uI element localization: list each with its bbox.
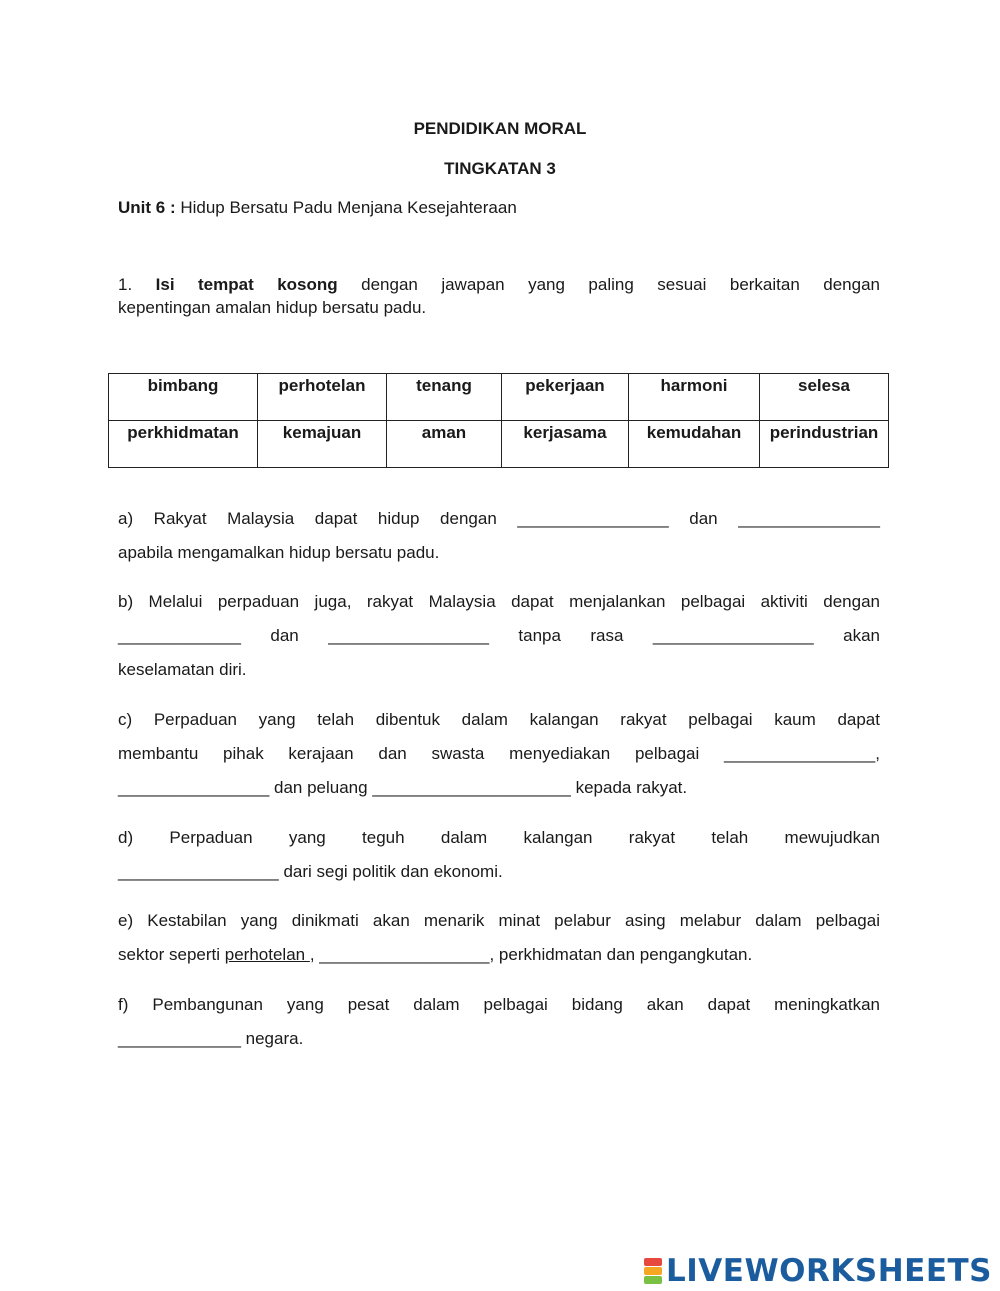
item-f	[118, 988, 880, 1056]
item-d-line1: d) Perpaduan yang teguh dalam kalangan rakyat telah mewujudkan	[118, 828, 880, 847]
word-cell: perhotelan	[258, 374, 387, 421]
item-e-line1: e) Kestabilan yang dinikmati akan menarik minat pelabur asing melabur dalam pelbagai	[118, 911, 880, 930]
item-c	[118, 703, 880, 805]
answer-blank[interactable]: _____________	[118, 1029, 241, 1048]
word-bank-row	[109, 374, 889, 421]
answer-blank[interactable]: _____________	[118, 626, 241, 645]
unit-label: Unit 6 :	[118, 198, 176, 217]
word-cell: aman	[387, 421, 502, 468]
item-b-line1: b) Melalui perpaduan juga, rakyat Malaysia dapat menjalankan pelbagai aktiviti dengan	[118, 592, 880, 611]
answer-blank[interactable]: _____________________	[372, 778, 571, 797]
item-e	[118, 904, 880, 972]
page-subtitle: TINGKATAN 3	[444, 159, 556, 178]
question-instruction-bold: Isi tempat kosong	[155, 275, 338, 294]
item-f-line1: f) Pembangunan yang pesat dalam pelbagai bidang akan dapat meningkatkan	[118, 995, 880, 1014]
brand-name: LIVEWORKSHEETS	[666, 1253, 992, 1289]
item-a-line2: apabila mengamalkan hidup bersatu padu.	[118, 543, 440, 562]
question-1-line1	[118, 273, 880, 296]
item-b-line2: _____________ dan _________________ tanpa rasa _________________ akan	[118, 626, 880, 645]
item-f-line2: _____________ negara.	[118, 1029, 304, 1048]
question-number: 1.	[118, 275, 156, 294]
answer-blank[interactable]: ________________,	[723, 744, 880, 763]
answer-blank[interactable]: ________________	[118, 778, 270, 797]
word-bank-table	[108, 373, 889, 468]
word-cell: harmoni	[629, 374, 760, 421]
filled-answer[interactable]: perhotelan	[224, 945, 310, 964]
item-c-line1: c) Perpaduan yang telah dibentuk dalam kalangan rakyat pelbagai kaum dapat	[118, 710, 880, 729]
item-c-line2: membantu pihak kerajaan dan swasta menyediakan pelbagai ________________,	[118, 744, 880, 763]
item-c-line3: ________________ dan peluang _____________________ kepada rakyat.	[118, 778, 688, 797]
word-cell: bimbang	[109, 374, 258, 421]
page-title: PENDIDIKAN MORAL	[413, 119, 587, 138]
item-a-line1: a) Rakyat Malaysia dapat hidup dengan ________________ dan _______________	[118, 509, 881, 528]
answer-blank[interactable]: __________________	[319, 945, 490, 964]
word-bank-row	[109, 421, 889, 468]
item-d-line2: _________________ dari segi politik dan ekonomi.	[118, 862, 503, 881]
item-e-line2: sektor seperti perhotelan , __________________, perkhidmatan dan pengangkutan.	[118, 945, 753, 964]
answer-blank[interactable]: _________________	[118, 862, 279, 881]
unit-text: Hidup Bersatu Padu Menjana Kesejahteraan	[175, 198, 517, 217]
question-1-line2: kepentingan amalan hidup bersatu padu.	[118, 298, 427, 317]
item-b	[118, 585, 880, 687]
word-cell: pekerjaan	[502, 374, 629, 421]
word-cell: perkhidmatan	[109, 421, 258, 468]
item-d	[118, 821, 880, 889]
liveworksheets-logo	[644, 1253, 992, 1289]
answer-blank[interactable]: _________________	[652, 626, 814, 645]
answer-blank[interactable]: _________________	[328, 626, 489, 645]
word-cell: kerjasama	[502, 421, 629, 468]
answer-blank[interactable]: _______________	[738, 509, 881, 528]
logo-blocks-icon	[644, 1258, 662, 1284]
item-a	[118, 502, 880, 570]
word-cell: selesa	[760, 374, 889, 421]
item-b-line3: keselamatan diri.	[118, 660, 247, 679]
word-cell: perindustrian	[760, 421, 889, 468]
answer-blank[interactable]: ________________	[517, 509, 669, 528]
word-cell: kemajuan	[258, 421, 387, 468]
word-cell: tenang	[387, 374, 502, 421]
word-cell: kemudahan	[629, 421, 760, 468]
unit-heading	[118, 198, 517, 218]
question-instruction-rest: dengan jawapan yang paling sesuai berkaitan dengan	[361, 275, 880, 294]
